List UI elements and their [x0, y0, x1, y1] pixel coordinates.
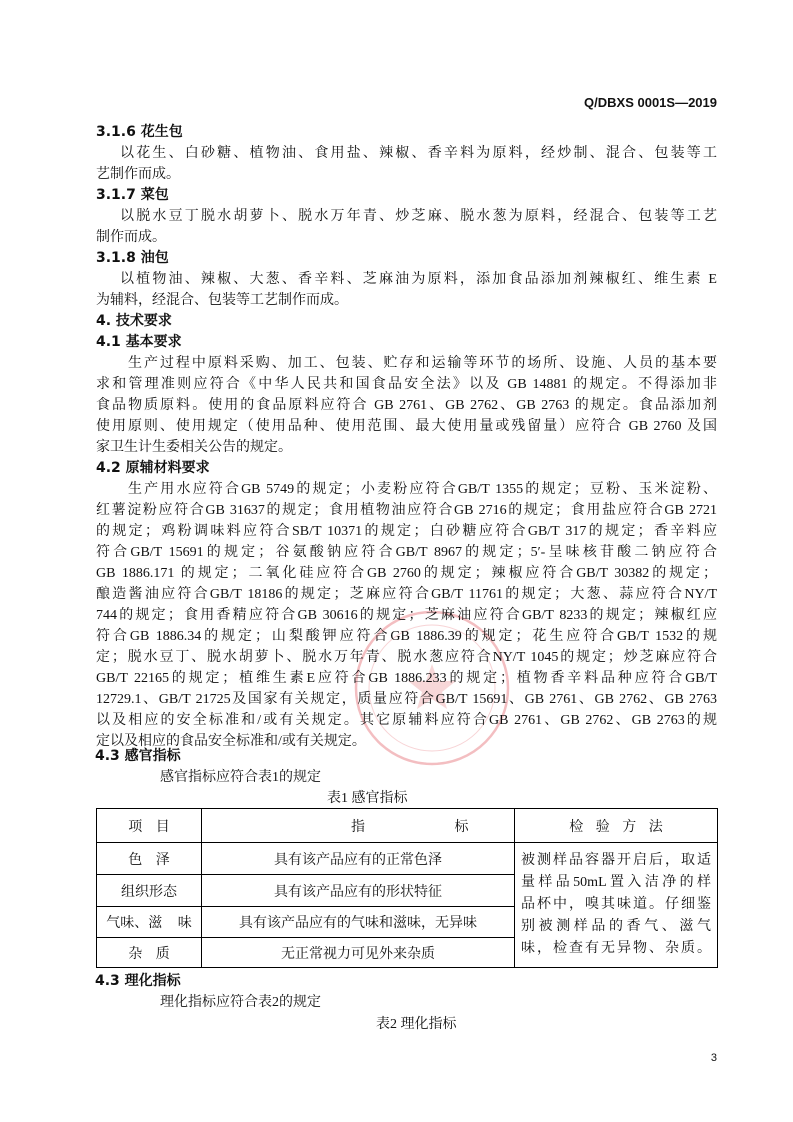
row-spec: 具有该产品应有的气味和滋味，无异味: [202, 907, 515, 938]
paragraph-line: 以脱水豆丁脱水胡萝卜、脱水万年青、炒芝麻、脱水葱为原料，经混合、包装等工艺: [120, 209, 717, 224]
paragraph-line: 艺制作而成。: [96, 167, 180, 182]
method-line: 品杯中，嗅其味道。仔细鉴: [521, 897, 711, 912]
row-spec: 具有该产品应有的形状特征: [202, 875, 515, 907]
paragraph-line: 家卫生计生委相关公告的规定。: [96, 440, 292, 455]
paragraph-line: 求和管理准则应符合《中华人民共和国食品安全法》以及 GB 14881 的规定。不得添加非: [96, 377, 717, 392]
paragraph-line: GB 1886.171 的规定；二氧化硅应符合GB 2760的规定；辣椒应符合GB/T 30382的规定；: [96, 566, 717, 581]
paragraph-line: 生产过程中原料采购、加工、包装、贮存和运输等环节的场所、设施、人员的基本要: [128, 356, 717, 371]
method-line: 味，检查有无异物、杂质。: [521, 941, 711, 956]
row-item: 杂 质: [97, 938, 202, 968]
section-heading-3-1-8: 3.1.8 油包: [96, 250, 169, 266]
document-code: Q/DBXS 0001S—2019: [584, 95, 717, 110]
row-item: 气味、滋 味: [97, 907, 202, 938]
table-caption: 表2 理化指标: [376, 1017, 457, 1032]
paragraph-line: 生产用水应符合GB 5749的规定；小麦粉应符合GB/T 1355的规定；豆粉、玉米淀粉、: [128, 482, 717, 497]
paragraph-line: 酿造酱油应符合GB/T 18186的规定；芝麻应符合GB/T 11761的规定；大葱、蒜应符合NY/T: [96, 587, 717, 602]
method-line: 被测样品容器开启后，取适: [521, 853, 711, 868]
paragraph-line: 红薯淀粉应符合GB 31637的规定；食用植物油应符合GB 2716的规定；食用盐应符合GB 2721: [96, 503, 717, 518]
row-spec: 具有该产品应有的正常色泽: [202, 843, 515, 875]
section-heading-4: 4. 技术要求: [96, 313, 172, 329]
paragraph-line: 的规定；鸡粉调味料应符合SB/T 10371的规定；白砂糖应符合GB/T 317的规定；香辛料应: [96, 524, 717, 539]
table-header-row: [97, 809, 718, 843]
paragraph-line: 使用原则、使用规定（使用品种、使用范围、最大使用量或残留量）应符合 GB 2760 及国: [96, 419, 717, 434]
row-item: 组织形态: [97, 875, 202, 907]
section-heading-4-2: 4.2 原辅材料要求: [96, 460, 210, 476]
section-heading-4-3-sensory: 4.3 感官指标: [95, 748, 181, 764]
paragraph-line: 为辅料，经混合、包装等工艺制作而成。: [96, 293, 348, 308]
table-intro-text: 理化指标应符合表2的规定: [160, 995, 321, 1010]
test-method-cell: [515, 843, 718, 968]
paragraph-line: 12729.1、GB/T 21725及国家有关规定，质量应符合GB/T 15691、GB 2761、GB 2762、GB 2763: [96, 692, 717, 707]
header-index: 指 标: [202, 809, 515, 843]
table-intro-text: 感官指标应符合表1的规定: [160, 770, 321, 785]
paragraph-line: 定；脱水豆丁、脱水胡萝卜、脱水万年青、脱水葱应符合NY/T 1045的规定；炒芝麻应符合: [96, 650, 717, 665]
paragraph-line: 以及相应的安全标准和/或有关规定。其它原辅料应符合GB 2761、GB 2762、GB 2763的规: [96, 713, 717, 728]
paragraph-line: 制作而成。: [96, 230, 166, 245]
paragraph-line: 以花生、白砂糖、植物油、食用盐、辣椒、香辛料为原料，经炒制、混合、包装等工: [120, 146, 717, 161]
section-heading-3-1-6: 3.1.6 花生包: [96, 124, 183, 140]
paragraph-line: 744的规定；食用香精应符合GB 30616的规定；芝麻油应符合GB/T 8233的规定；辣椒红应: [96, 608, 717, 623]
row-spec: 无正常视力可见外来杂质: [202, 938, 515, 968]
paragraph-line: 食品物质原料。使用的食品原料应符合 GB 2761、GB 2762、GB 2763 的规定。食品添加剂: [96, 398, 717, 413]
paragraph-line: GB/T 22165的规定；植维生素E应符合GB 1886.233的规定；植物香辛料品种应符合GB/T: [96, 671, 717, 686]
paragraph-line: 以植物油、辣椒、大葱、香辛料、芝麻油为原料，添加食品添加剂辣椒红、维生素 E: [120, 272, 717, 287]
section-heading-4-3-physicochemical: 4.3 理化指标: [95, 973, 181, 989]
paragraph-line: 符合GB 1886.34的规定；山梨酸钾应符合GB 1886.39的规定；花生应符合GB/T 1532的规: [96, 629, 717, 644]
method-line: 别被测样品的香气、滋气: [521, 919, 711, 934]
header-test-method: 检 验 方 法: [515, 809, 718, 843]
table-caption: 表1 感官指标: [327, 791, 408, 806]
row-item: 色 泽: [97, 843, 202, 875]
paragraph-line: 符合GB/T 15691的规定；谷氨酸钠应符合GB/T 8967的规定；5′-呈味核苷酸二钠应符合: [96, 545, 717, 560]
page-number: 3: [710, 1052, 717, 1064]
paragraph-line: 定以及相应的食品安全标准和/或有关规定。: [96, 734, 366, 749]
header-item: 项 目: [97, 809, 202, 843]
method-line: 量样品50mL置入洁净的样: [521, 875, 711, 890]
body-text: [96, 122, 717, 752]
section-heading-3-1-7: 3.1.7 菜包: [96, 187, 169, 203]
sensory-index-table: [96, 808, 718, 968]
table-row: [97, 843, 718, 875]
section-heading-4-1: 4.1 基本要求: [96, 334, 182, 350]
